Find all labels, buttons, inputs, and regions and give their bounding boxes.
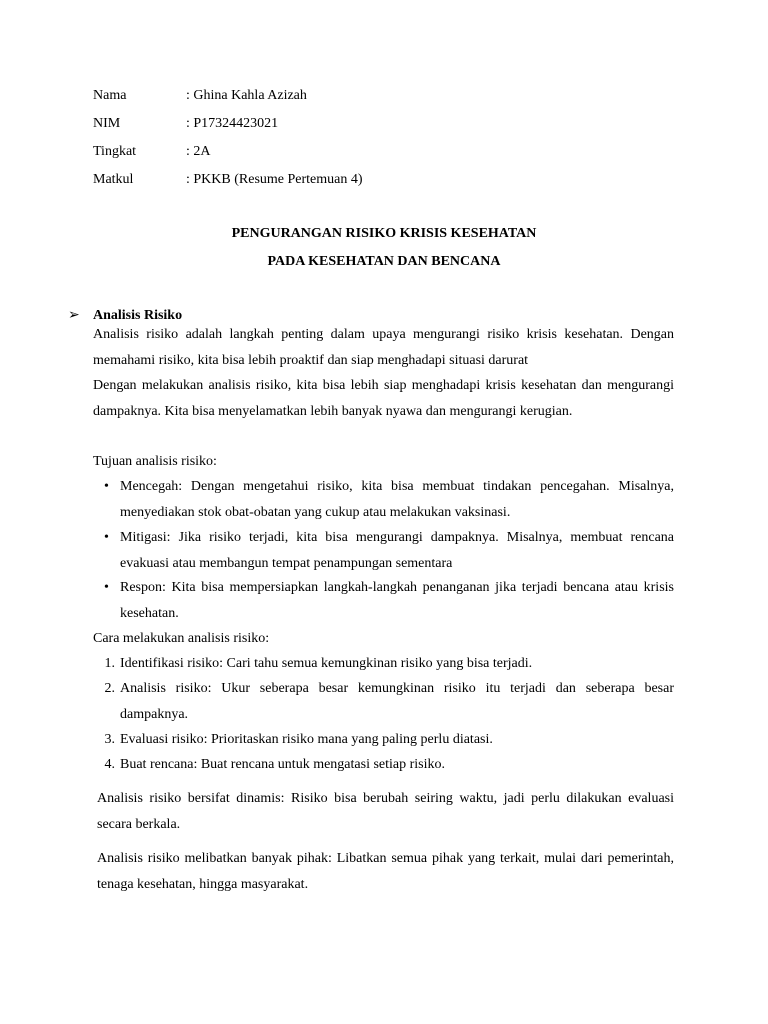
intro-paragraph-1: Analisis risiko adalah langkah penting dalam upaya mengurangi risiko krisis kesehatan. Dengan memahami risiko, kita bisa lebih proaktif dan siap menghadapi situasi darurat: [93, 327, 674, 368]
bullet-icon: •: [104, 580, 109, 595]
info-value: : PKKB (Resume Pertemuan 4): [186, 172, 363, 187]
list-item: [93, 727, 674, 753]
list-item: [93, 752, 674, 778]
info-value: : 2A: [186, 144, 211, 159]
note-paragraph-1-block: [97, 786, 674, 837]
intro-paragraph-2-block: [93, 373, 674, 424]
info-label: Nama: [93, 88, 127, 103]
intro-paragraph-1-block: [93, 322, 674, 373]
method-text: Evaluasi risiko: Prioritaskan risiko mana yang paling perlu diatasi.: [120, 732, 493, 747]
list-item: [93, 474, 674, 525]
purpose-text: Respon: Kita bisa mempersiapkan langkah-langkah penanganan jika terjadi bencana atau krisis kesehatan.: [120, 580, 674, 621]
list-item: [93, 676, 674, 727]
note-paragraph-1: Analisis risiko bersifat dinamis: Risiko bisa berubah seiring waktu, jadi perlu dilakukan evaluasi secara berkala.: [97, 791, 674, 832]
purpose-text: Mitigasi: Jika risiko terjadi, kita bisa mengurangi dampaknya. Misalnya, membuat rencana evakuasi atau membangun tempat penampungan sementara: [120, 530, 674, 571]
info-label: Tingkat: [93, 144, 137, 159]
note-paragraph-2-block: [97, 846, 674, 897]
method-text: Identifikasi risiko: Cari tahu semua kemungkinan risiko yang bisa terjadi.: [120, 656, 533, 671]
list-number: 2.: [104, 681, 115, 696]
list-item: [93, 575, 674, 626]
purpose-text: Mencegah: Dengan mengetahui risiko, kita bisa membuat tindakan pencegahan. Misalnya, menyediakan stok obat-obatan yang cukup atau melakukan vaksinasi.: [120, 479, 674, 520]
method-text: Analisis risiko: Ukur seberapa besar kemungkinan risiko itu terjadi dan seberapa besar dampaknya.: [120, 681, 674, 722]
list-number: 1.: [104, 656, 115, 671]
bullet-icon: •: [104, 479, 109, 494]
document-title-line-2: PADA KESEHATAN DAN BENCANA: [267, 254, 501, 269]
method-text: Buat rencana: Buat rencana untuk mengatasi setiap risiko.: [120, 757, 446, 772]
bullet-icon: •: [104, 530, 109, 545]
list-item: [93, 525, 674, 576]
info-label: NIM: [93, 116, 121, 131]
info-value: : P17324423021: [186, 116, 279, 131]
info-label: Matkul: [93, 172, 134, 187]
info-value: : Ghina Kahla Azizah: [186, 88, 307, 103]
document-title-line-1: PENGURANGAN RISIKO KRISIS KESEHATAN: [231, 226, 537, 241]
section-heading: Analisis Risiko: [93, 308, 183, 323]
note-paragraph-2: Analisis risiko melibatkan banyak pihak: Libatkan semua pihak yang terkait, mulai dari pemerintah, tenaga kesehatan, hingga masyarakat.: [97, 851, 674, 892]
list-number: 4.: [104, 757, 115, 772]
list-item: [93, 651, 674, 677]
method-heading-block: [93, 626, 674, 652]
arrow-bullet-icon: ➢: [68, 308, 80, 323]
purpose-heading: Tujuan analisis risiko:: [93, 454, 217, 469]
method-heading: Cara melakukan analisis risiko:: [93, 631, 270, 646]
purpose-heading-block: [93, 449, 674, 475]
list-number: 3.: [104, 732, 115, 747]
intro-paragraph-2: Dengan melakukan analisis risiko, kita bisa lebih siap menghadapi krisis kesehatan dan mengurangi dampaknya. Kita bisa menyelamatkan lebih banyak nyawa dan mengurangi kerugian.: [93, 378, 674, 419]
